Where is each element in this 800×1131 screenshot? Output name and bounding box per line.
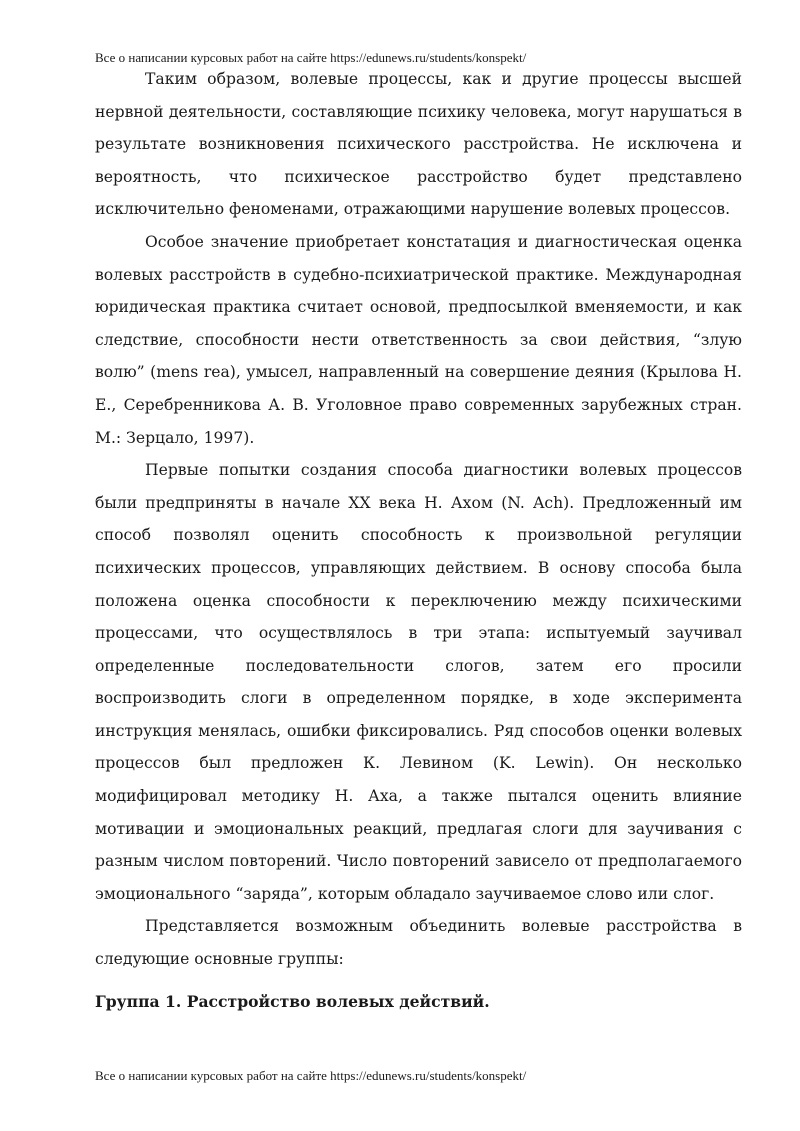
document-body bbox=[95, 63, 742, 1018]
header-note: Все о написании курсовых работ на сайте https://edunews.ru/students/konspekt/ bbox=[95, 50, 527, 65]
paragraph-1: Таким образом, волевые процессы, как и другие процессы высшей нервной деятельности, составляющие психику человека, могут нарушаться в результате возникновения психического расстройства. Не исключена и вероятность, что психическое расстройство будет представлено исключительно феноменами, отражающими нарушение волевых процессов. bbox=[95, 70, 742, 219]
footer-note: Все о написании курсовых работ на сайте https://edunews.ru/students/konspekt/ bbox=[95, 1068, 527, 1083]
paragraph-2: Особое значение приобретает констатация и диагностическая оценка волевых расстройств в судебно-психиатрической практике. Международная юридическая практика считает основой, предпосылкой вменяемости, и как следствие, способности нести ответственность за свои действия, “злую волю” (mens rea), умысел, направленный на совершение деяния (Крылова Н. Е., Серебренникова А. В. Уголовное право современных зарубежных стран. М.: Зерцало, 1997). bbox=[95, 232, 742, 447]
section-heading: Группа 1. Расстройство волевых действий. bbox=[95, 991, 490, 1011]
paragraph-3: Первые попытки создания способа диагностики волевых процессов были предприняты в начале XX века Н. Ахом (N. Ach). Предложенный им способ позволял оценить способность к произвольной регуляции психических процессов, управляющих действием. В основу способа была положена оценка способности к переключению между психическими процессами, что осуществлялось в три этапа: испытуемый заучивал определенные последовательности слогов, затем его просили воспроизводить слоги в определенном порядке, в ходе эксперимента инструкция менялась, ошибки фиксировались. Ряд способов оценки волевых процессов был предложен К. Левином (K. Lewin). Он несколько модифицировал методику Н. Аха, а также пытался оценить влияние мотивации и эмоциональных реакций, предлагая слоги для заучивания с разным числом повторений. Число повторений зависело от предполагаемого эмоционального “заряда”, которым обладало заучиваемое слово или слог. bbox=[95, 461, 742, 903]
paragraph-4: Представляется возможным объединить волевые расстройства в следующие основные группы: bbox=[95, 917, 742, 969]
